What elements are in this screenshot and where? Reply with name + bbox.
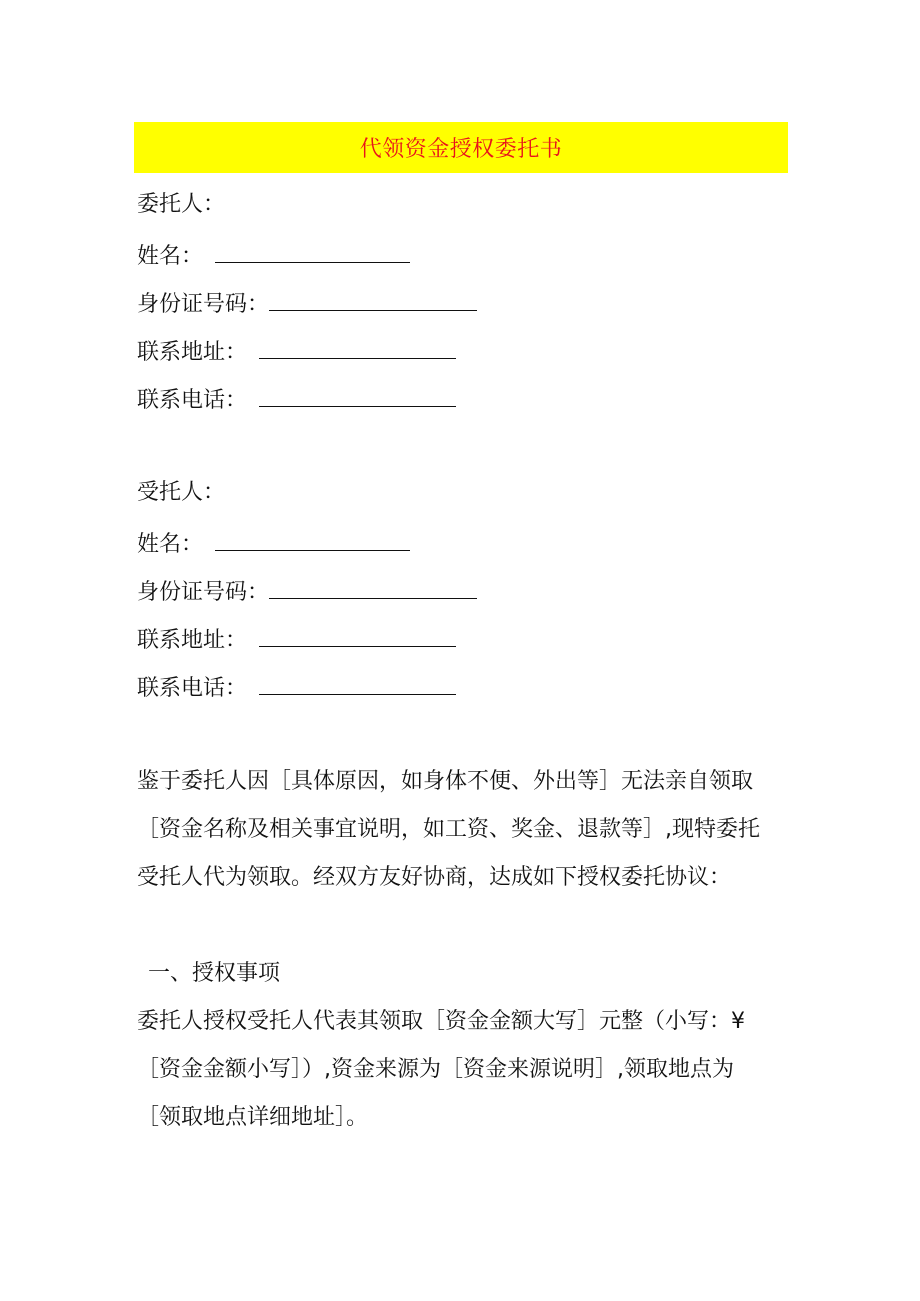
principal-name-label: 姓名： xyxy=(137,244,204,269)
principal-id-row xyxy=(137,286,477,320)
section-1-line-1: 委托人授权受托人代表其领取［资金金额大写］元整（小写：¥ xyxy=(137,1009,745,1034)
principal-address-label: 联系地址： xyxy=(137,340,248,365)
section-1-body xyxy=(137,998,797,1142)
agent-name-row xyxy=(137,526,410,560)
principal-id-field[interactable] xyxy=(269,286,477,311)
principal-address-row xyxy=(137,334,456,368)
agent-name-label: 姓名： xyxy=(137,532,204,557)
agent-address-field[interactable] xyxy=(259,622,456,647)
section-1-heading: 一、授权事项 xyxy=(148,961,281,986)
preamble-line-2: ［资金名称及相关事宜说明，如工资、奖金、退款等］,现特委托 xyxy=(137,817,760,842)
principal-phone-row xyxy=(137,382,456,416)
preamble-line-1: 鉴于委托人因［具体原因，如身体不便、外出等］无法亲自领取 xyxy=(137,769,754,794)
preamble-paragraph xyxy=(137,758,797,902)
principal-phone-field[interactable] xyxy=(259,382,456,407)
agent-address-label: 联系地址： xyxy=(137,628,248,653)
preamble-line-3: 受托人代为领取。经双方友好协商，达成如下授权委托协议： xyxy=(137,865,732,890)
agent-phone-label: 联系电话： xyxy=(137,676,248,701)
document-title: 代领资金授权委托书 xyxy=(359,137,563,162)
agent-address-row xyxy=(137,622,456,656)
agent-heading: 受托人： xyxy=(137,480,226,505)
agent-phone-row xyxy=(137,670,456,704)
agent-phone-field[interactable] xyxy=(259,670,456,695)
section-1-line-2: ［资金金额小写］）,资金来源为［资金来源说明］,领取地点为 xyxy=(137,1057,734,1082)
agent-id-field[interactable] xyxy=(269,574,477,599)
principal-id-label: 身份证号码： xyxy=(137,292,270,317)
principal-phone-label: 联系电话： xyxy=(137,388,248,413)
document-title-banner xyxy=(134,122,788,173)
principal-name-field[interactable] xyxy=(215,238,410,263)
principal-address-field[interactable] xyxy=(259,334,456,359)
principal-heading: 委托人： xyxy=(137,192,226,217)
section-1-line-3: ［领取地点详细地址］。 xyxy=(137,1105,369,1130)
agent-name-field[interactable] xyxy=(215,526,410,551)
agent-id-row xyxy=(137,574,477,608)
principal-name-row xyxy=(137,238,410,272)
agent-id-label: 身份证号码： xyxy=(137,580,270,605)
